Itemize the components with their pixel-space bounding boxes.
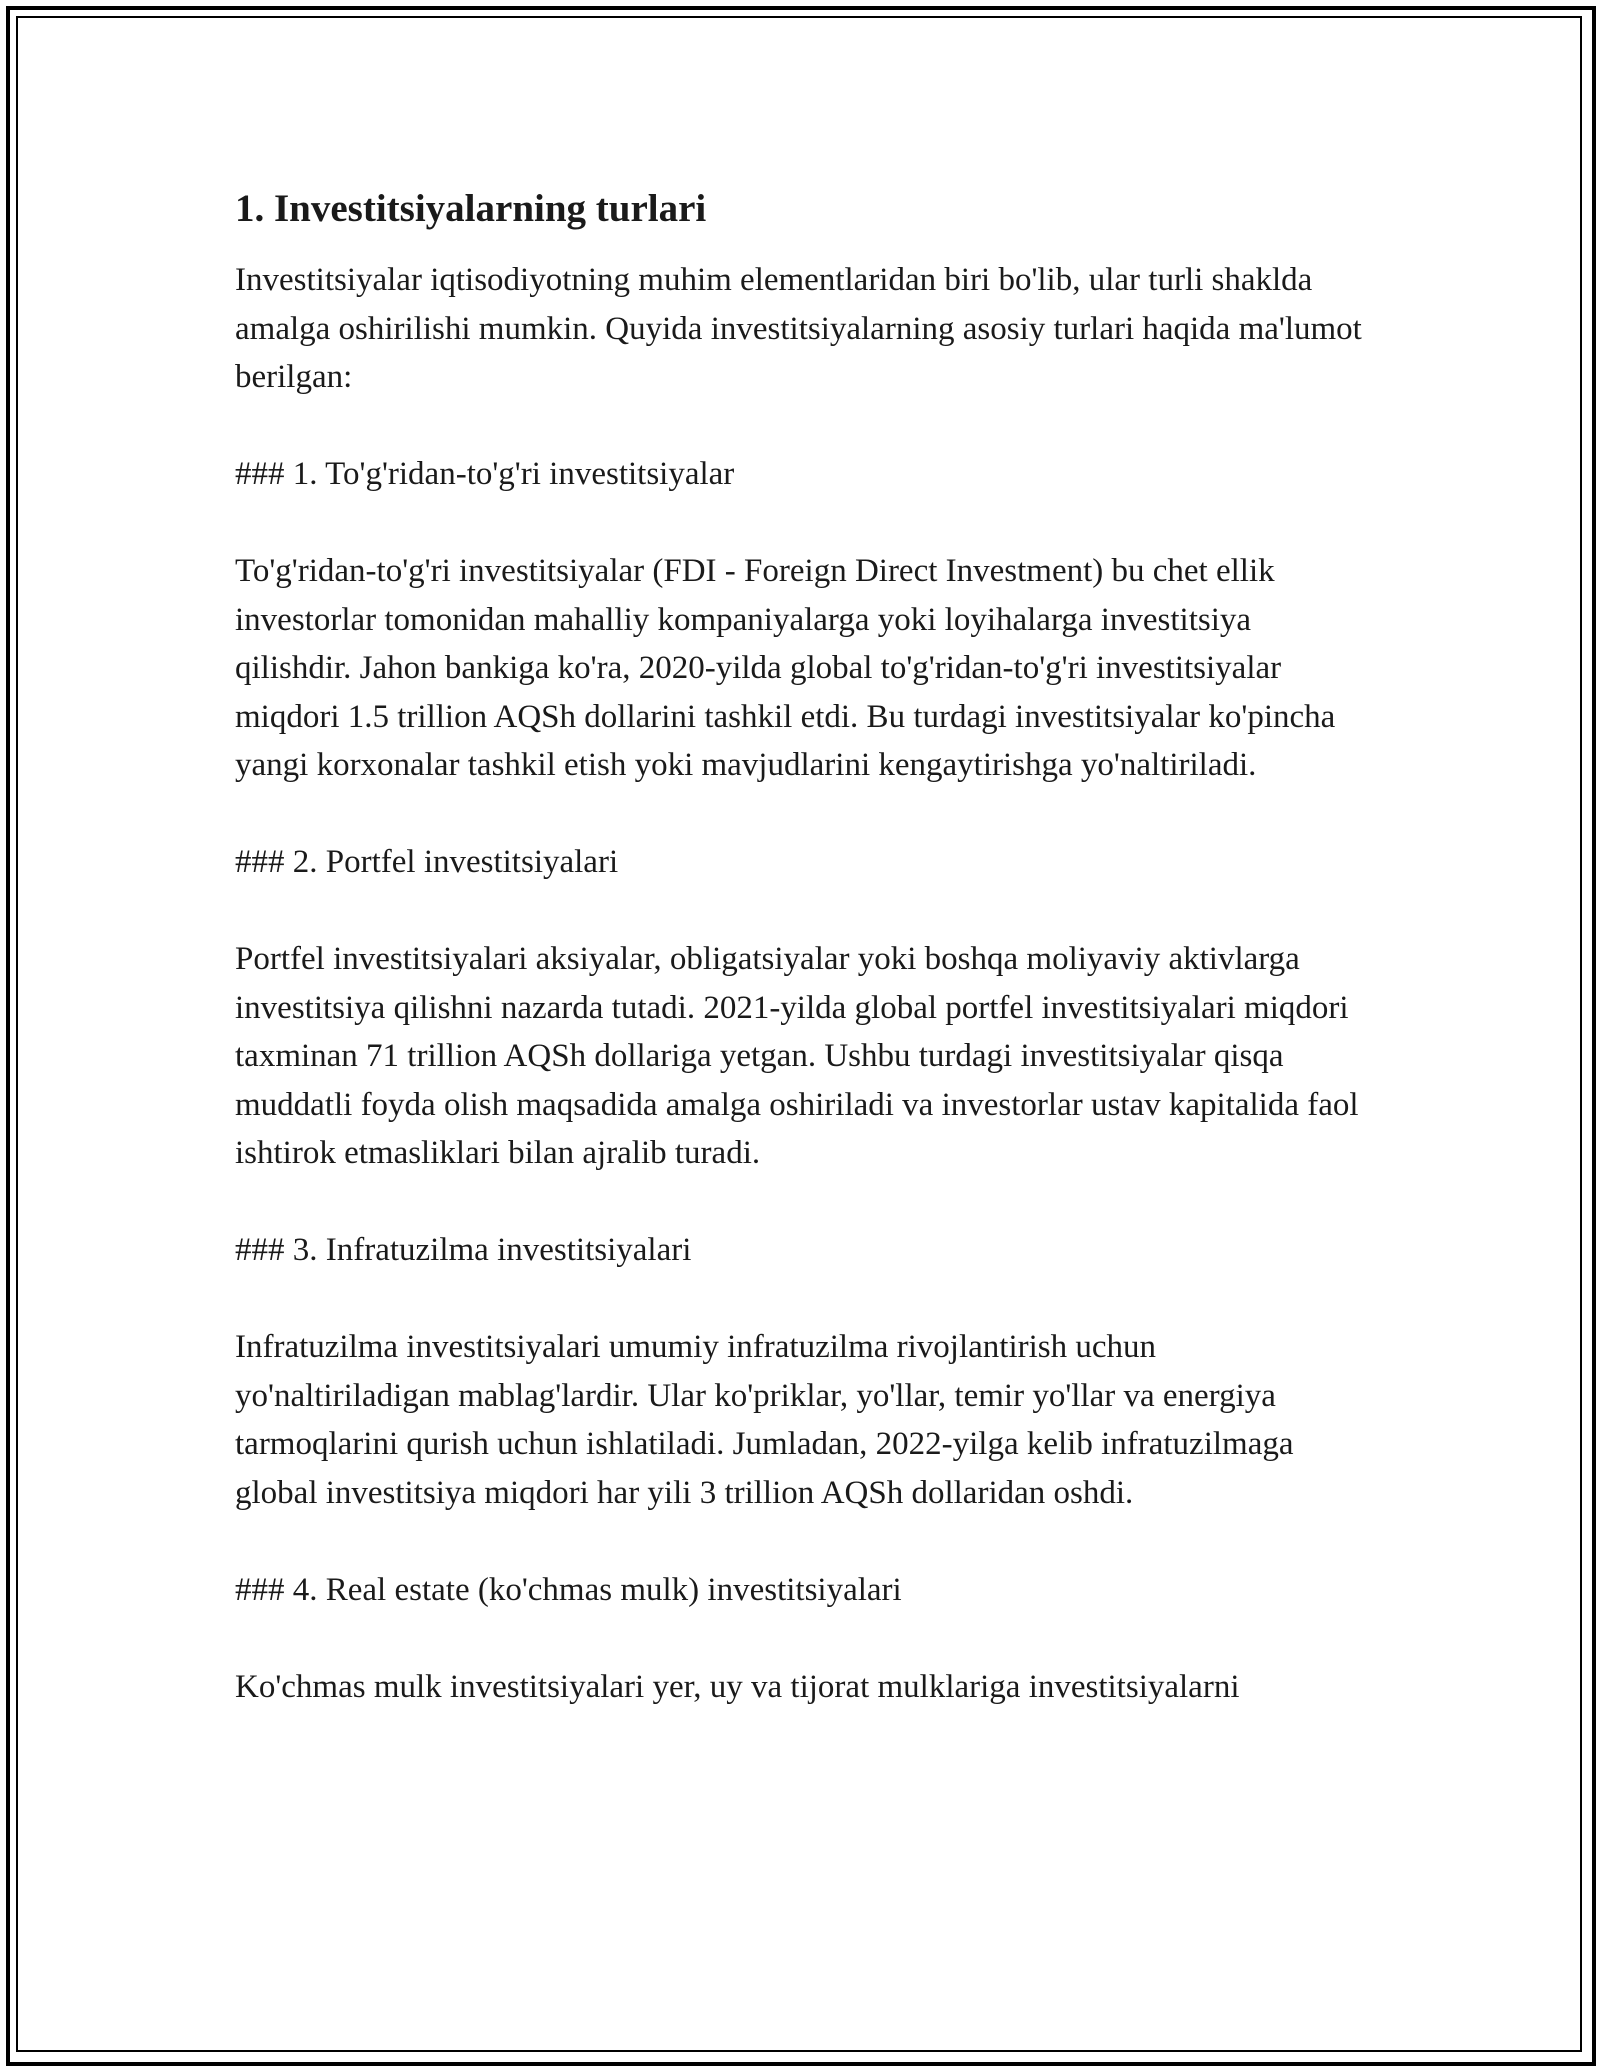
section-heading-2: ### 2. Portfel investitsiyalari — [235, 844, 619, 880]
document-title: 1. Investitsiyalarning turlari — [235, 187, 707, 230]
section-heading-1: ### 1. To'g'ridan-to'g'ri investitsiyalar — [235, 456, 735, 492]
section-heading-4: ### 4. Real estate (ko'chmas mulk) investitsiyalari — [235, 1571, 902, 1608]
section-heading-3: ### 3. Infratuzilma investitsiyalari — [235, 1232, 692, 1268]
intro-paragraph: Investitsiyalar iqtisodiyotning muhim elementlaridan biri bo'lib, ular turli shaklda amalga oshirilishi mumkin. Quyida investitsiyalarning asosiy turlari haqida ma'lumot berilgan: — [235, 262, 1362, 395]
section-body-2: Portfel investitsiyalari aksiyalar, obligatsiyalar yoki boshqa moliyaviy aktivlarga investitsiya qilishni nazarda tutadi. 2021-yilda global portfel investitsiyalari miqdori taxminan 71 trillion AQSh dollariga yetgan. Ushbu turdagi investitsiyalar qisqa muddatli foyda olish maqsadida amalga oshiriladi va investorlar ustav kapitalida faol ishtirok etmasliklari bilan ajralib turadi. — [235, 941, 1359, 1171]
document-body — [235, 185, 1375, 1711]
section-body-4: Ko'chmas mulk investitsiyalari yer, uy va tijorat mulklariga investitsiyalarni — [235, 1668, 1240, 1705]
section-body-1: To'g'ridan-to'g'ri investitsiyalar (FDI - Foreign Direct Investment) bu chet ellik investorlar tomonidan mahalliy kompaniyalarga yoki loyihalarga investitsiya qilishdir. Jahon bankiga ko'ra, 2020-yilda global to'g'ridan-to'g'ri investitsiyalar miqdori 1.5 trillion AQSh dollarini tashkil etdi. Bu turdagi investitsiyalar ko'pincha yangi korxonalar tashkil etish yoki mavjudlarini kengaytirishga yo'naltiriladi. — [235, 553, 1336, 783]
section-body-3: Infratuzilma investitsiyalari umumiy infratuzilma rivojlantirish uchun yo'naltiriladigan mablag'lardir. Ular ko'priklar, yo'llar, temir yo'llar va energiya tarmoqlarini qurish uchun ishlatiladi. Jumladan, 2022-yilga kelib infratuzilmaga global investitsiya miqdori har yili 3 trillion AQSh dollaridan oshdi. — [235, 1329, 1294, 1511]
